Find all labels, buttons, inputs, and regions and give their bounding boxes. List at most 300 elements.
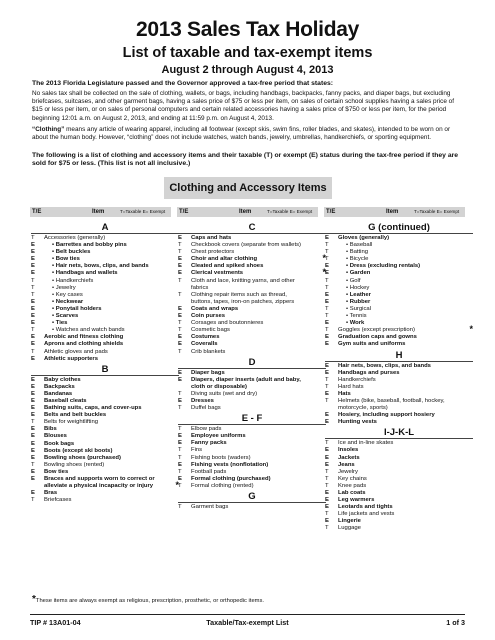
item-row xyxy=(178,278,326,285)
item-row xyxy=(325,518,473,525)
footnote-text: These items are always exempt as religious, prescription, prosthetic, or orthopedic items. xyxy=(35,598,265,604)
item-name: Formal clothing (purchased) xyxy=(191,475,271,482)
item-name: Handkerchiefs xyxy=(338,376,376,383)
status-code: E xyxy=(178,334,182,341)
item-row xyxy=(178,320,326,327)
item-name: Fanny packs xyxy=(191,440,227,447)
status-code: E xyxy=(178,397,182,404)
item-row xyxy=(31,419,179,426)
footer-tip-number: TIP # 13A01-04 xyxy=(30,618,81,627)
item-row xyxy=(325,263,473,270)
item-name: • Bow ties xyxy=(52,256,80,263)
item-name: Clerical vestments xyxy=(191,270,244,277)
item-name: Backpacks xyxy=(44,383,75,390)
item-name: Book bags xyxy=(44,440,75,447)
item-row xyxy=(325,334,473,341)
status-code: E xyxy=(178,461,182,468)
item-row xyxy=(325,504,473,511)
item-name: • Key cases xyxy=(52,291,83,298)
key-header: T=Taxable E= Exempt xyxy=(120,209,166,214)
item-name: Belts and belt buckles xyxy=(44,412,107,419)
status-code: T xyxy=(325,525,329,532)
item-row xyxy=(325,363,473,370)
status-code: E xyxy=(178,235,182,241)
item-row xyxy=(325,440,473,447)
status-code xyxy=(178,299,191,306)
status-code: T xyxy=(325,475,329,482)
status-code: E xyxy=(325,334,329,341)
status-code: T xyxy=(325,284,329,291)
item-row xyxy=(31,242,179,249)
item-name: • Scarves xyxy=(52,313,79,320)
item-name: Choir and altar clothing xyxy=(191,256,258,263)
status-code: T xyxy=(178,468,182,475)
item-row xyxy=(178,349,326,356)
status-code: E xyxy=(178,440,182,447)
item-row xyxy=(178,483,326,490)
item-row xyxy=(178,447,326,454)
item-column-3 xyxy=(325,221,473,533)
section-heading: G xyxy=(178,491,326,503)
item-row xyxy=(31,426,179,433)
item-row xyxy=(31,377,179,384)
item-header: Item xyxy=(239,209,252,215)
item-row xyxy=(31,384,179,391)
item-name: • Handkerchiefs xyxy=(52,277,94,284)
item-name: • Rubber xyxy=(346,298,371,305)
clothing-definition-text: means any article of wearing apparel, including all footwear (except skis, swim fins, roller blades, and skates), intended to be worn on or about the human body. However, “clothing” does not include watches, watch bands, jewelry, umbrellas, handkerchiefs, or sporting equipment. xyxy=(32,126,451,142)
item-row xyxy=(178,313,326,320)
status-code: T xyxy=(178,454,182,461)
item-name: Chest protectors xyxy=(191,249,235,256)
status-code: E xyxy=(31,242,35,249)
asterisk-icon: * xyxy=(322,267,326,278)
item-row xyxy=(31,469,179,476)
item-row xyxy=(31,497,179,504)
status-code: E xyxy=(31,433,35,440)
status-code: T xyxy=(325,376,329,383)
item-row xyxy=(31,263,179,270)
status-code: T xyxy=(31,327,35,334)
item-name: Diapers, diaper inserts (adult and baby, xyxy=(191,376,301,383)
section-heading: E - F xyxy=(178,413,326,425)
item-name: Braces and supports worn to correct or xyxy=(44,476,155,482)
item-row xyxy=(31,398,179,405)
item-name: Hats xyxy=(338,390,351,397)
item-name: Bathing suits, caps, and cover-ups xyxy=(44,405,142,412)
item-row xyxy=(325,497,473,504)
item-name: Diving suits (wet and dry) xyxy=(191,390,258,397)
status-code: E xyxy=(31,390,35,397)
status-code: T xyxy=(31,497,35,504)
item-row xyxy=(325,398,473,405)
item-row xyxy=(31,341,179,348)
item-name: Jeans xyxy=(338,461,355,468)
item-name: Leg warmers xyxy=(338,497,375,504)
item-name: Athletic supporters xyxy=(44,355,99,362)
status-code: T xyxy=(325,277,329,284)
item-name: Baby clothes xyxy=(44,376,81,383)
item-row xyxy=(178,398,326,405)
item-name: fabrics xyxy=(191,284,209,291)
item-row xyxy=(178,433,326,440)
item-column-2 xyxy=(178,221,326,511)
asterisk-icon: * xyxy=(469,324,473,335)
item-row xyxy=(325,405,473,412)
item-name: Lab coats xyxy=(338,490,366,496)
status-code xyxy=(31,483,44,490)
status-code: T xyxy=(178,327,182,334)
item-name: • Watches and watch bands xyxy=(52,327,125,334)
item-row xyxy=(178,405,326,412)
item-name: Lingerie xyxy=(338,518,361,525)
status-code: E xyxy=(325,518,329,525)
item-name: Helmets (bike, baseball, football, hockey, xyxy=(338,397,445,404)
section-heading: B xyxy=(31,364,179,376)
status-code: E xyxy=(178,270,182,277)
item-name: Duffel bags xyxy=(191,405,221,412)
item-row xyxy=(325,419,473,426)
status-code: T xyxy=(325,397,329,404)
item-name: • Ponytail holders xyxy=(52,305,102,312)
asterisk-icon: * xyxy=(175,480,179,491)
item-row xyxy=(31,349,179,356)
item-name: Elbow pads xyxy=(191,426,222,433)
item-name: Hosiery, including support hosiery xyxy=(338,412,435,419)
status-code: E xyxy=(31,320,35,327)
status-code: E xyxy=(31,447,35,454)
item-name: cloth or disposable) xyxy=(191,383,247,390)
status-code: E xyxy=(325,270,329,277)
item-header: Item xyxy=(92,209,105,215)
item-name: Bow ties xyxy=(44,468,69,475)
item-row xyxy=(325,412,473,419)
item-row xyxy=(31,405,179,412)
item-name: Corsages and boutonnieres xyxy=(191,320,264,327)
asterisk-icon: * xyxy=(322,253,326,264)
item-row xyxy=(178,370,326,377)
status-code: T xyxy=(178,405,182,412)
status-code: T xyxy=(31,461,35,468)
status-code: T xyxy=(178,242,182,249)
item-row xyxy=(178,341,326,348)
item-row xyxy=(325,313,473,320)
item-row xyxy=(325,285,473,292)
status-code: T xyxy=(325,256,329,263)
item-name: Employee uniforms xyxy=(191,433,246,440)
item-name: • Dress (excluding rentals) xyxy=(346,263,421,270)
item-name: Bowling shoes (rented) xyxy=(44,461,105,468)
date-range: August 2 through August 4, 2013 xyxy=(161,64,334,76)
item-row xyxy=(178,384,326,391)
item-row xyxy=(178,476,326,483)
footer-page-number: 1 of 3 xyxy=(446,618,465,627)
item-row xyxy=(31,433,179,440)
status-code: E xyxy=(325,497,329,504)
section-heading: G (continued) xyxy=(325,222,473,234)
item-row xyxy=(178,249,326,256)
list-instructions: The following is a list of clothing and accessory items and their taxable (T) or exempt (E) status during the tax-free period if they are sold for $75 or less. (This list is not all inclusive.) xyxy=(32,152,459,168)
status-code: E xyxy=(31,440,35,447)
status-code: E xyxy=(178,305,182,312)
status-code: T xyxy=(325,440,329,447)
item-row xyxy=(31,412,179,419)
status-code: E xyxy=(325,419,329,426)
status-code: T xyxy=(31,284,35,291)
status-code: T xyxy=(178,249,182,256)
item-row xyxy=(178,377,326,384)
item-row xyxy=(325,483,473,490)
item-name: buttons, tapes, iron-on patches, zippers xyxy=(191,298,295,305)
status-code: T xyxy=(178,348,182,355)
item-name: Fishing vests (nonflotation) xyxy=(191,461,269,468)
status-code: E xyxy=(31,476,35,482)
item-row xyxy=(325,455,473,462)
item-row xyxy=(178,504,326,511)
key-header: T=Taxable E= Exempt xyxy=(267,209,313,214)
status-code: E xyxy=(325,369,329,376)
item-name: Coveralls xyxy=(191,341,218,348)
item-name: Cleated and spiked shoes xyxy=(191,263,264,270)
status-code: E xyxy=(31,454,35,461)
status-code: E xyxy=(31,341,35,348)
status-code: E xyxy=(31,405,35,412)
status-code: T xyxy=(31,291,35,298)
clothing-definition xyxy=(32,126,465,142)
item-row xyxy=(325,476,473,483)
item-row xyxy=(325,341,473,348)
item-row xyxy=(325,469,473,476)
item-name: Formal clothing (rented) xyxy=(191,482,254,489)
status-code: E xyxy=(31,305,35,312)
item-name: Checkbook covers (separate from wallets) xyxy=(191,242,302,249)
section-heading: C xyxy=(178,222,326,234)
status-code: T xyxy=(325,511,329,518)
item-name: Hair nets, bows, clips, and bands xyxy=(338,362,431,369)
item-row xyxy=(178,327,326,334)
item-name: • Work xyxy=(346,320,365,327)
status-code: E xyxy=(325,341,329,348)
status-code: E xyxy=(178,263,182,270)
status-code: E xyxy=(178,369,182,376)
status-code: T xyxy=(31,277,35,284)
item-name: Life jackets and vests xyxy=(338,511,395,518)
item-name: Dresses xyxy=(191,397,214,404)
item-name: Crib blankets xyxy=(191,348,226,355)
item-name: • Garden xyxy=(346,270,371,277)
status-code: T xyxy=(325,242,329,249)
item-row xyxy=(325,525,473,532)
item-row xyxy=(325,320,473,327)
column-header-2 xyxy=(177,207,318,217)
item-row xyxy=(178,235,326,242)
item-row xyxy=(178,469,326,476)
item-row xyxy=(325,299,473,306)
status-code: E xyxy=(178,376,182,383)
footnote xyxy=(32,594,432,605)
status-code: T xyxy=(178,426,182,433)
key-header: T=Taxable E= Exempt xyxy=(414,209,460,214)
status-code: E xyxy=(325,263,329,270)
page-footer xyxy=(30,614,465,627)
status-code: E xyxy=(178,341,182,348)
item-name: • Batting xyxy=(346,249,369,256)
status-code: T xyxy=(178,504,182,510)
status-code: E xyxy=(325,320,329,327)
item-row xyxy=(31,270,179,277)
item-name: Cloth and lace, knitting yarns, and other xyxy=(191,277,295,284)
item-name: Bras xyxy=(44,490,58,497)
status-code: T xyxy=(178,390,182,397)
page-title: 2013 Sales Tax Holiday xyxy=(136,18,359,41)
status-code: E xyxy=(31,376,35,383)
item-name: Clothing repair items such as thread, xyxy=(191,291,287,298)
item-row xyxy=(325,447,473,454)
item-name: Gloves (generally) xyxy=(338,235,390,241)
status-code: E xyxy=(31,397,35,404)
item-row xyxy=(31,235,179,242)
status-code: T xyxy=(178,277,182,284)
item-name: • Belt buckles xyxy=(52,249,91,256)
item-row xyxy=(178,285,326,292)
item-row xyxy=(178,299,326,306)
item-name: Blouses xyxy=(44,433,67,440)
item-row xyxy=(31,441,179,448)
status-code: E xyxy=(325,490,329,496)
status-code: E xyxy=(325,454,329,461)
item-row xyxy=(178,263,326,270)
asterisk-icon: * xyxy=(32,594,36,605)
item-name: Accessories (generally) xyxy=(44,235,106,241)
item-name: Bibs xyxy=(44,426,57,433)
item-row xyxy=(325,235,473,242)
item-name: motorcycle, sports) xyxy=(338,405,388,412)
item-name: Bandanas xyxy=(44,390,73,397)
item-name: • Handbags and wallets xyxy=(52,270,118,277)
status-code: E xyxy=(325,447,329,454)
item-name: • Hockey xyxy=(346,284,370,291)
item-row xyxy=(178,440,326,447)
item-name: Jackets xyxy=(338,454,360,461)
status-code: E xyxy=(31,263,35,270)
status-code: T xyxy=(178,482,182,489)
item-name: alleviate a physical incapacity or injury xyxy=(44,483,154,490)
item-row xyxy=(325,292,473,299)
item-name: • Barrettes and bobby pins xyxy=(52,242,127,249)
status-code: E xyxy=(31,256,35,263)
item-row xyxy=(178,391,326,398)
item-name: Hunting vests xyxy=(338,419,377,426)
item-name: Knee pads xyxy=(338,482,367,489)
status-code: T xyxy=(178,447,182,454)
section-banner: Clothing and Accessory Items xyxy=(164,177,332,199)
item-row xyxy=(31,490,179,497)
item-name: • Jewelry xyxy=(52,284,76,291)
item-row xyxy=(325,370,473,377)
item-row xyxy=(31,306,179,313)
item-row xyxy=(178,306,326,313)
status-code xyxy=(325,405,338,412)
item-row xyxy=(178,292,326,299)
item-row xyxy=(31,327,179,334)
item-name: Fins xyxy=(191,447,203,454)
item-row xyxy=(325,278,473,285)
item-name: Aerobic and fitness clothing xyxy=(44,334,124,341)
item-row xyxy=(31,285,179,292)
item-row xyxy=(178,426,326,433)
status-code xyxy=(178,384,191,391)
status-code: E xyxy=(325,235,329,241)
status-code: E xyxy=(31,313,35,320)
item-name: • Hair nets, bows, clips, and bands xyxy=(52,263,149,270)
item-name: • Baseball xyxy=(346,242,373,249)
status-code: E xyxy=(325,291,329,298)
status-code: T xyxy=(325,327,329,334)
item-row xyxy=(325,270,473,277)
item-row xyxy=(31,299,179,306)
item-row xyxy=(325,490,473,497)
item-row xyxy=(31,476,179,483)
status-code: E xyxy=(178,256,182,263)
section-heading: A xyxy=(31,222,179,234)
item-name: Bowling shoes (purchased) xyxy=(44,454,121,461)
item-row xyxy=(31,292,179,299)
item-row xyxy=(325,377,473,384)
item-row xyxy=(31,356,179,363)
item-name: • Golf xyxy=(346,277,361,284)
status-code: E xyxy=(31,270,35,277)
status-code: T xyxy=(31,419,35,426)
item-row xyxy=(178,242,326,249)
item-column-1 xyxy=(31,221,179,504)
intro-paragraph: No sales tax shall be collected on the sale of clothing, wallets, or bags, including handbags, backpacks, fanny packs, and diaper bags, but excluding briefcases, suitcases, and other garment bags, having a sales price of $75 or less per item, on sales of certain school supplies having a sales price of $15 or less per item, or on sales of personal computers and certain related accessories having a sales price of $750 or less per item, for the period beginning 12:01 a.m. on August 2, 2013, and ending at 11:59 p.m. on August 4, 2013. xyxy=(32,90,455,122)
item-name: Caps and hats xyxy=(191,235,232,241)
status-code: E xyxy=(31,468,35,475)
item-row xyxy=(31,249,179,256)
status-code: E xyxy=(178,475,182,482)
item-name: Handbags and purses xyxy=(338,369,400,376)
status-code: T xyxy=(325,313,329,320)
column-header-1 xyxy=(30,207,171,217)
item-name: Coats and wraps xyxy=(191,305,239,312)
item-row xyxy=(31,391,179,398)
item-name: Fishing boots (waders) xyxy=(191,454,251,461)
item-row xyxy=(31,256,179,263)
item-name: • Neckwear xyxy=(52,298,84,305)
item-name: • Leather xyxy=(346,291,371,298)
item-row xyxy=(325,249,473,256)
item-name: Graduation caps and gowns xyxy=(338,334,417,341)
item-header: Item xyxy=(386,209,399,215)
item-name: Ice and in-line skates xyxy=(338,440,394,447)
status-code: E xyxy=(31,249,35,256)
item-row xyxy=(31,455,179,462)
status-code: E xyxy=(178,433,182,440)
status-code: T xyxy=(325,305,329,312)
item-name: Key chains xyxy=(338,475,367,482)
status-code: T xyxy=(325,249,329,256)
status-code: E xyxy=(325,298,329,305)
item-name: Belts for weightlifting xyxy=(44,419,99,426)
item-name: Jewelry xyxy=(338,468,358,475)
te-header: T/E xyxy=(179,209,189,215)
item-row xyxy=(178,455,326,462)
column-header-3 xyxy=(324,207,465,217)
item-row xyxy=(178,253,326,264)
intro-lead: The 2013 Florida Legislature passed and the Governor approved a tax-free period that states: xyxy=(32,80,334,87)
item-name: Diaper bags xyxy=(191,369,225,376)
status-code xyxy=(178,285,191,292)
